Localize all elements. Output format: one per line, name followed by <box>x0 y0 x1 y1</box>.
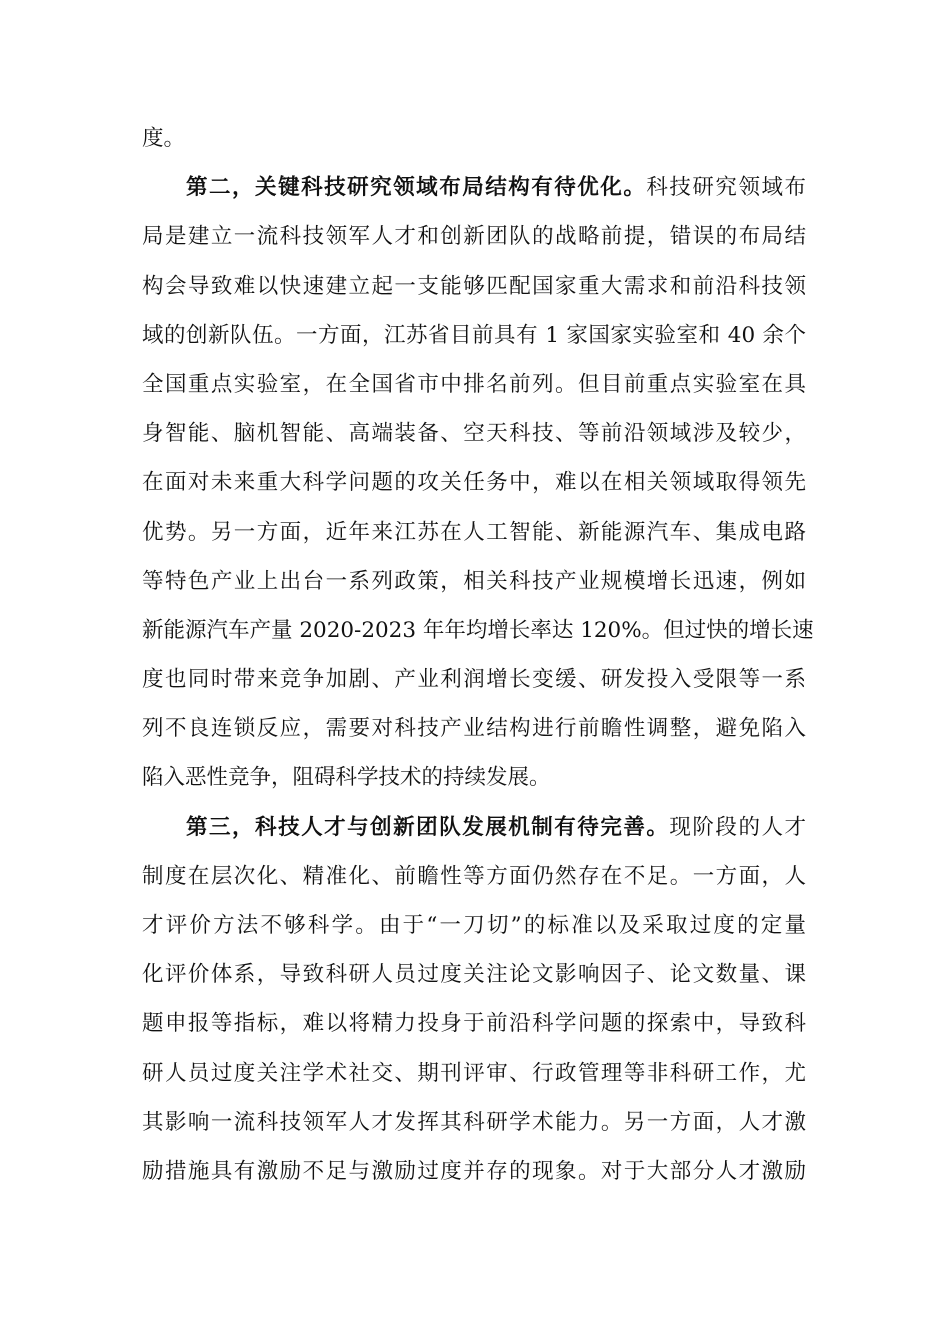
body-text-segment: 等特色产业上出台一系列政策，相关科技产业规模增长迅速，例如 <box>142 568 806 594</box>
text-line <box>142 753 806 802</box>
text-line <box>142 999 806 1048</box>
body-text-segment: 励措施具有激励不足与激励过度并存的现象。对于大部分人才激励 <box>142 1158 806 1184</box>
body-text-segment: 制度在层次化、精准化、前瞻性等方面仍然存在不足。一方面，人 <box>142 863 806 889</box>
body-text-segment: 在面对未来重大科学问题的攻关任务中，难以在相关领域取得领先 <box>142 470 806 496</box>
body-text-segment: 题申报等指标，难以将精力投身于前沿科学问题的探索中，导致科 <box>142 1011 806 1037</box>
text-line <box>142 803 806 852</box>
text-line <box>142 704 806 753</box>
body-text-segment: 局是建立一流科技领军人才和创新团队的战略前提，错误的布局结 <box>142 224 806 250</box>
text-line <box>142 360 806 409</box>
text-line <box>142 508 806 557</box>
text-line <box>142 114 806 163</box>
paragraph-continuation <box>142 114 806 163</box>
body-text-segment: 优势。另一方面，近年来江苏在人工智能、新能源汽车、集成电路 <box>142 519 806 545</box>
paragraph-third <box>142 803 806 1197</box>
body-text-segment: 度。 <box>142 126 186 151</box>
body-text-segment: 域的创新队伍。一方面，江苏省目前具有 1 家国家实验室和 40 余个 <box>142 322 806 348</box>
body-text-segment: 全国重点实验室，在全国省市中排名前列。但目前重点实验室在具 <box>142 371 806 397</box>
bold-heading-text: 第三，科技人才与创新团队发展机制有待完善。 <box>186 814 670 840</box>
body-text-segment: 其影响一流科技领军人才发挥其科研学术能力。另一方面，人才激 <box>142 1109 806 1135</box>
text-line <box>142 409 806 458</box>
paragraph-second <box>142 163 814 802</box>
text-line <box>142 1098 806 1147</box>
text-line <box>142 950 806 999</box>
text-line <box>142 1147 806 1196</box>
body-text-segment: 构会导致难以快速建立起一支能够匹配国家重大需求和前沿科技领 <box>142 273 806 299</box>
body-text-segment: 现阶段的人才 <box>669 814 806 840</box>
text-line <box>142 901 806 950</box>
body-text-segment: 研人员过度关注学术社交、期刊评审、行政管理等非科研工作，尤 <box>142 1060 806 1086</box>
text-line <box>142 1049 806 1098</box>
body-text-segment: 科技研究领域布 <box>646 175 806 201</box>
text-line <box>142 262 806 311</box>
text-line <box>142 163 806 212</box>
text-line <box>142 311 806 360</box>
body-text-segment: 才评价方法不够科学。由于“一刀切”的标准以及采取过度的定量 <box>142 913 806 938</box>
body-text-segment: 化评价体系，导致科研人员过度关注论文影响因子、论文数量、课 <box>142 962 806 988</box>
text-line <box>142 606 814 655</box>
bold-heading-text: 第二，关键科技研究领域布局结构有待优化。 <box>186 175 647 201</box>
text-line <box>142 458 806 507</box>
text-line <box>142 557 806 606</box>
body-text-segment: 列不良连锁反应，需要对科技产业结构进行前瞻性调整，避免陷入 <box>142 716 806 742</box>
body-text-segment: 陷入恶性竞争，阻碍科学技术的持续发展。 <box>142 765 551 791</box>
body-text-segment: 身智能、脑机智能、高端装备、空天科技、等前沿领域涉及较少， <box>142 421 806 447</box>
body-text-segment: 度也同时带来竞争加剧、产业利润增长变缓、研发投入受限等一系 <box>142 667 806 693</box>
text-line <box>142 212 806 261</box>
body-text <box>142 114 814 1196</box>
body-text-segment: 新能源汽车产量 2020-2023 年年均增长率达 120%。但过快的增长速 <box>142 617 814 643</box>
text-line <box>142 852 806 901</box>
text-line <box>142 655 806 704</box>
